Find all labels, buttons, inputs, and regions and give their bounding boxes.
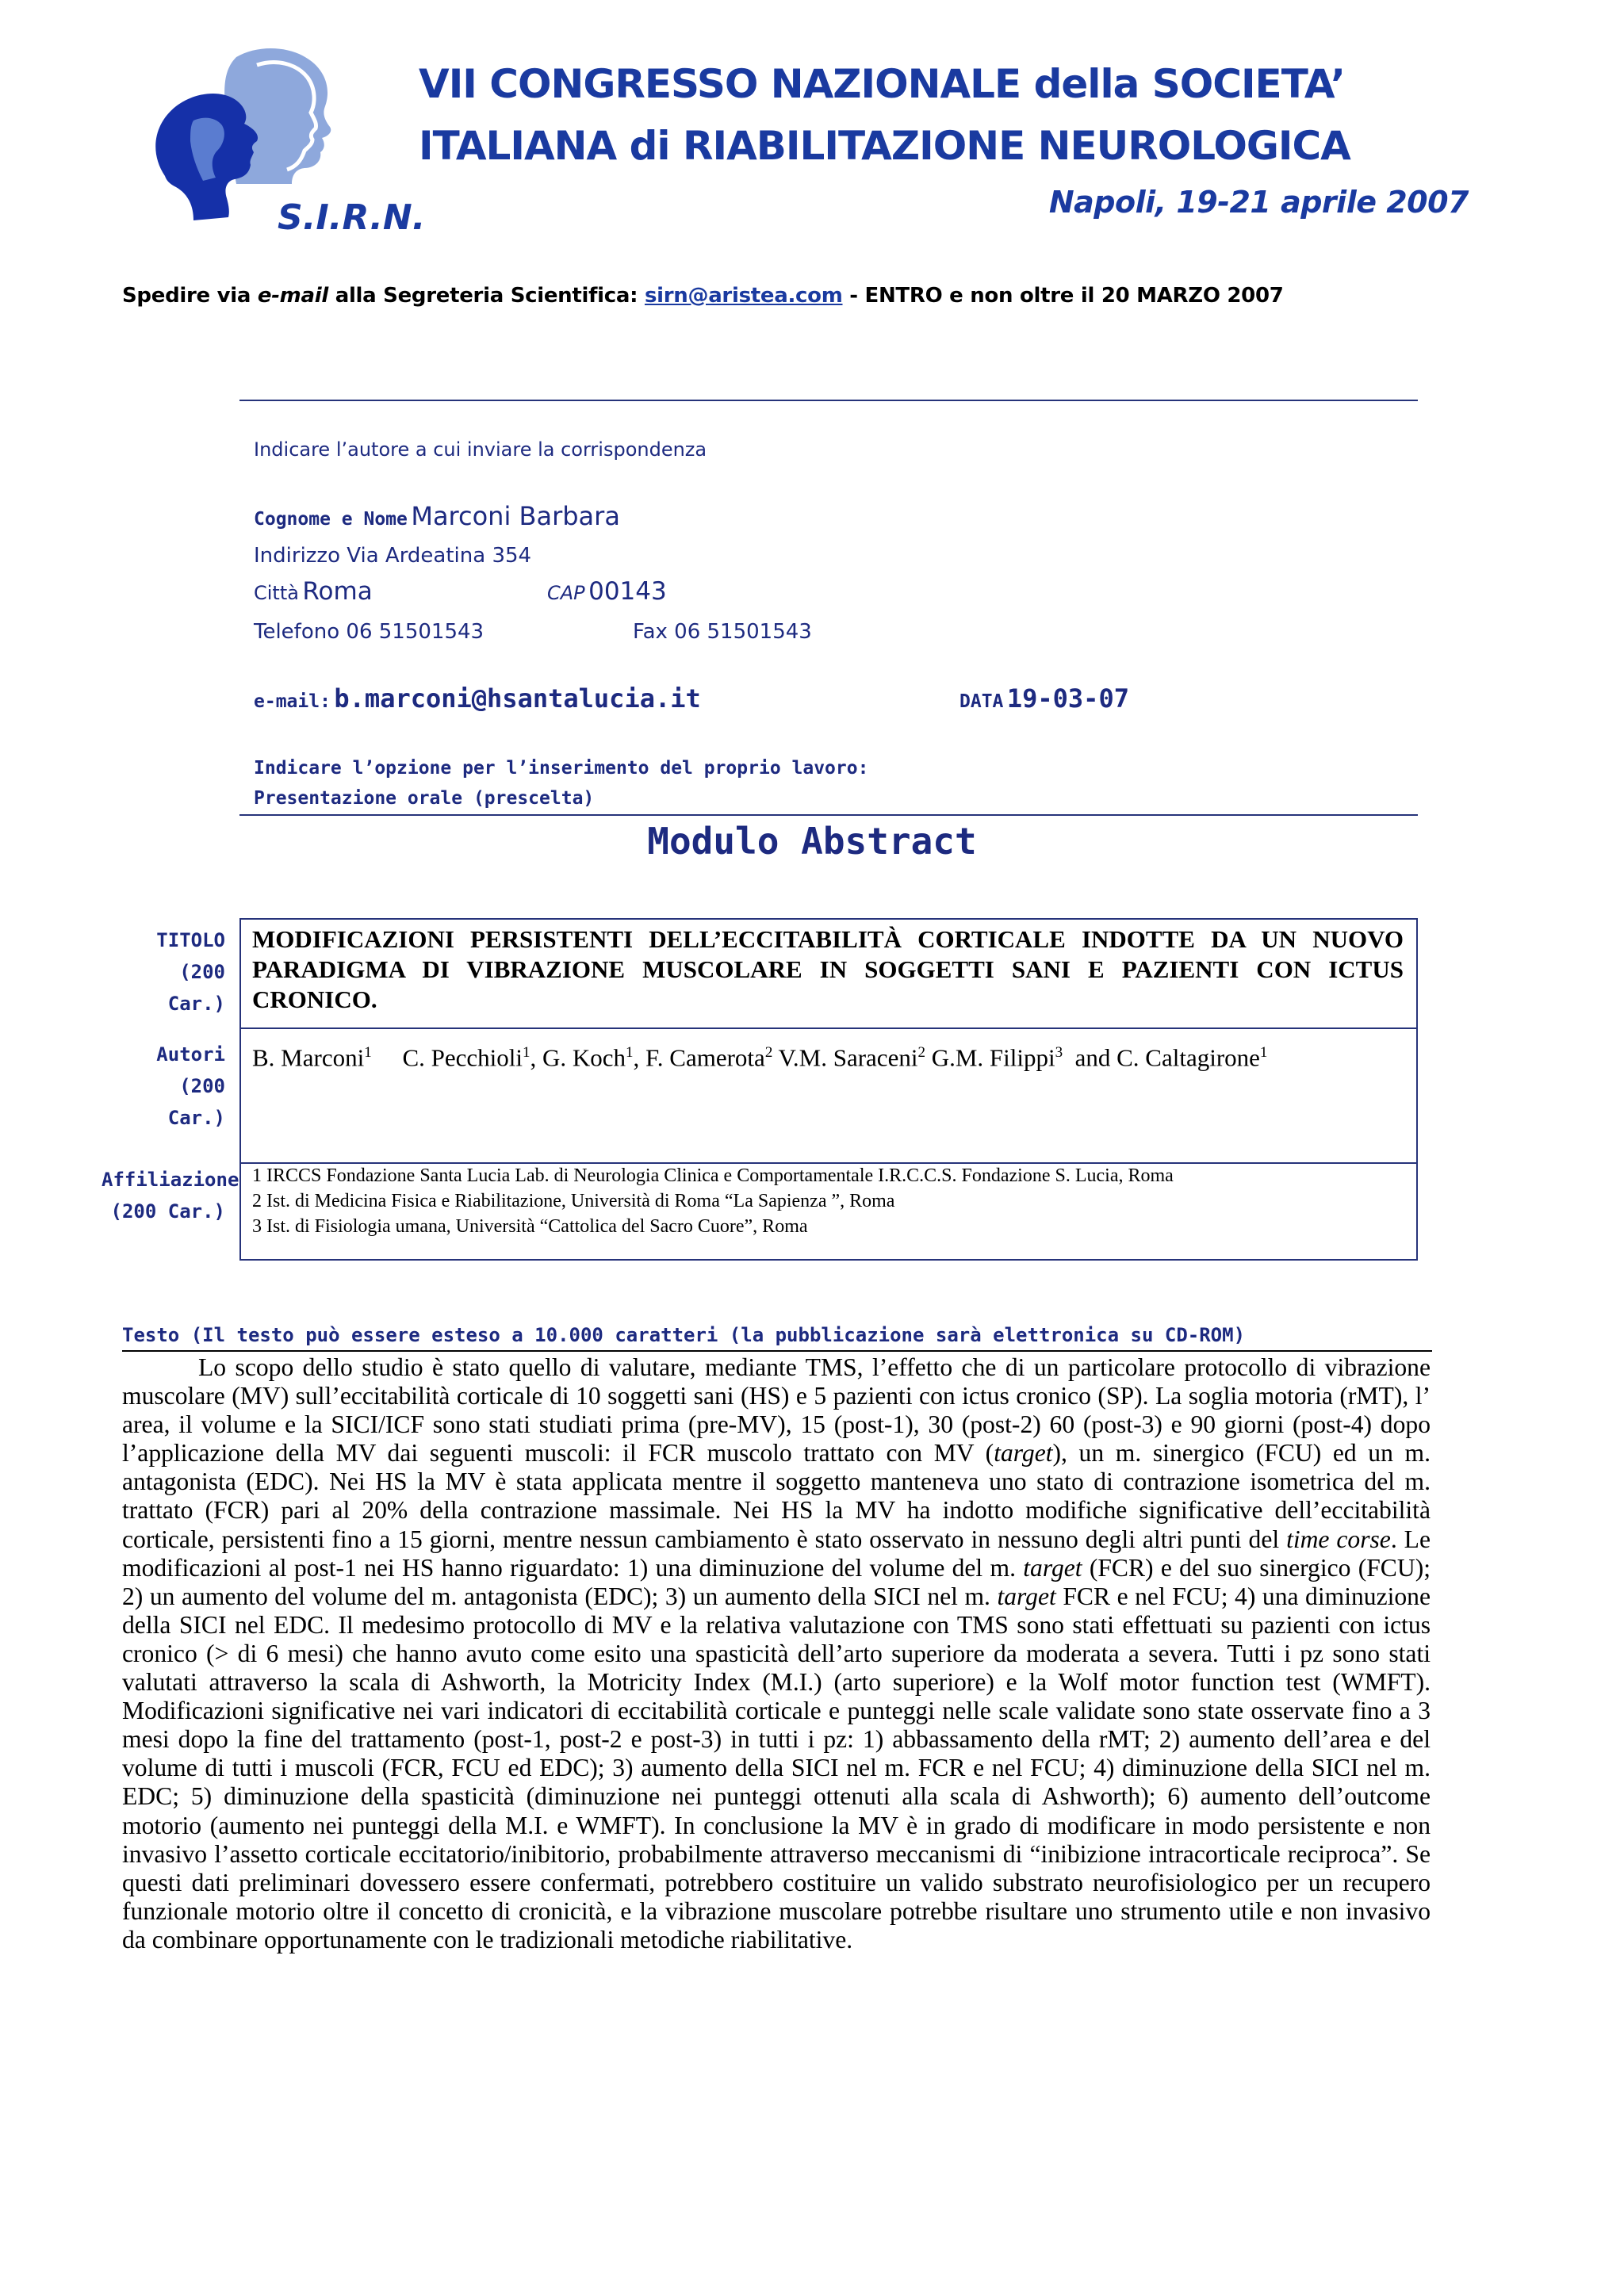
body-italic-target-2: target	[1023, 1553, 1082, 1582]
author-affiliation-number: 2	[764, 1044, 773, 1061]
name-row	[254, 501, 620, 531]
congress-title-line-1: VII CONGRESSO NAZIONALE della SOCIETA’	[419, 61, 1346, 107]
city-row	[254, 577, 373, 606]
author-affiliation-number: 1	[1259, 1044, 1268, 1061]
date-label: DATA	[959, 691, 1004, 712]
city-value: Roma	[302, 577, 373, 606]
author-name: B. Marconi	[252, 1043, 365, 1072]
congress-place-date: Napoli, 19-21 aprile 2007	[1048, 185, 1469, 220]
option-divider	[239, 814, 1418, 816]
abstract-body	[122, 1353, 1431, 1954]
affiliation-line-3: 3 Ist. di Fisiologia umana, Università “Cattolica del Sacro Cuore”, Roma	[252, 1216, 808, 1237]
author-separator: ,	[530, 1043, 542, 1072]
author-affiliation-number: 3	[1055, 1044, 1063, 1061]
date-value: 19-03-07	[1006, 683, 1129, 714]
author-separator: ,	[633, 1043, 646, 1072]
cap-row	[547, 577, 667, 606]
author-name: C. Caltagirone	[1116, 1043, 1260, 1072]
authors-list	[252, 1037, 1404, 1073]
titolo-limit: (200 Car.)	[167, 961, 225, 1015]
send-prefix: Spedire via	[122, 284, 258, 308]
send-deadline: - ENTRO e non oltre il 20 MARZO 2007	[842, 284, 1284, 308]
fax-label: Fax	[633, 620, 668, 644]
titolo-label-block	[117, 924, 225, 1020]
body-italic-target-3: target	[997, 1582, 1056, 1610]
email-label: e-mail:	[254, 691, 331, 712]
affiliazione-limit: (200 Car.)	[110, 1200, 225, 1223]
name-label: Cognome e Nome	[254, 509, 408, 530]
sirn-logo	[117, 41, 426, 239]
date-row	[959, 683, 1129, 714]
city-label: Città	[254, 582, 299, 604]
address-value: Via Ardeatina 354	[347, 544, 532, 568]
author-name: C. Pecchioli	[402, 1043, 523, 1072]
body-italic-time-corse: time corse	[1286, 1525, 1391, 1553]
form-title: Modulo Abstract	[647, 820, 977, 863]
cap-label: CAP	[547, 582, 585, 604]
send-email-word: e-mail	[257, 284, 328, 308]
sirn-logo-graphic	[117, 41, 426, 239]
author-affiliation-number: 1	[523, 1044, 530, 1061]
option-value: Presentazione orale (prescelta)	[254, 788, 595, 809]
author-separator: and	[1063, 1043, 1117, 1072]
author-separator	[772, 1043, 778, 1071]
author-name: V.M. Saraceni	[778, 1043, 918, 1072]
testo-divider	[122, 1350, 1432, 1352]
secretariat-email-link[interactable]: sirn@aristea.com	[644, 284, 843, 308]
titolo-label: TITOLO	[156, 929, 225, 951]
cap-value: 00143	[588, 577, 667, 606]
author-separator	[925, 1043, 932, 1071]
author-affiliation-number: 2	[917, 1044, 925, 1061]
author-affiliation-number: 1	[626, 1044, 634, 1061]
author-affiliation-number: 1	[364, 1044, 372, 1061]
send-instructions	[122, 284, 1284, 308]
body-part-3: . Le modificazioni al post-1 nei HS hanno riguardato: 1) una diminuzione del volume del m.	[122, 1525, 1431, 1582]
autori-limit: (200 Car.)	[167, 1075, 225, 1129]
fax-value: 06 51501543	[674, 620, 812, 644]
send-middle: alla Segreteria Scientifica:	[327, 284, 645, 308]
author-name: G.M. Filippi	[931, 1043, 1055, 1072]
top-divider	[239, 400, 1418, 401]
autori-label: Autori	[156, 1043, 225, 1066]
phone-value: 06 51501543	[346, 620, 485, 644]
affiliazione-label-block	[102, 1164, 239, 1227]
name-value: Marconi Barbara	[411, 501, 620, 531]
congress-title-line-2: ITALIANA di RIABILITAZIONE NEUROLOGICA	[419, 123, 1350, 169]
body-part-5: FCR e nel FCU; 4) una diminuzione della SICI nel EDC. Il medesimo protocollo di MV e la relativa valutazione con TMS sono stati effettuati su pazienti con ictus cronico (> di 6 mesi) che hanno avuto come esito una spasticità dell’arto superiore da moderata a severa. Tutti i pz sono stati valutati attraverso la scala di Ashworth, la Motricity Index (M.I.) (arto superiore) e la Wolf motor function test (WMFT). Modificazioni significative nei vari indicatori di eccitabilità corticale e punteggi nelle scale validate sono state osservate fino a 3 mesi dopo la fine del trattamento (post-1, post-2 e post-3) in tutti i pz: 1) abbassamento della rMT; 2) aumento dell’area e del volume di tutti i muscoli (FCR, FCU ed EDC); 3) aumento della SICI nel m. FCR e nel FCU; 4) diminuzione della SICI nel m. EDC; 5) diminuzione della spasticità (diminuzione nei punteggi ottenuti alla scala di Ashworth); 6) aumento dell’outcome motorio (aumento nei punteggi della M.I. e WMFT). In conclusione la MV è in grado di modificare in modo persistente e non invasivo l’assetto corticale eccitatorio/inibitorio, probabilmente attraverso meccanismi di “inibizione intracorticale reciproca”. Se questi dati preliminari dovessero essere confermati, potrebbero costituire un valido substrato neurofisiologico per un recupero funzionale motorio oltre il concetto di cronicità, e la vibrazione muscolare potrebbe risultare uno strumento utile e non invasivo da combinare opportunamente con le tradizionali metodiche riabilitative.	[122, 1582, 1431, 1954]
autori-label-block	[117, 1039, 225, 1134]
fax-row	[633, 620, 812, 644]
address-row	[254, 544, 531, 568]
body-part-1: Lo scopo dello studio è stato quello di valutare, mediante TMS, l’effetto che di un particolare protocollo di vibrazione muscolare (MV) sull’eccitabilità corticale di 10 soggetti sani (HS) e 5 pazienti con ictus cronico (SP). La soglia motoria (rMT), l’ area, il volume e la SICI/ICF sono stati studiati prima (pre-MV), 15 (post-1), 30 (post-2) 60 (post-3) e 90 giorni (post-4) dopo l’applicazione della MV dai seguenti muscoli: il FCR muscolo trattato con MV (	[122, 1353, 1431, 1468]
affiliazione-label: Affiliazione	[102, 1169, 239, 1191]
author-name: F. Camerota	[645, 1043, 765, 1072]
logo-text: S.I.R.N.	[278, 197, 426, 238]
email-value: b.marconi@hsantalucia.it	[334, 683, 701, 714]
affiliation-line-1: 1 IRCCS Fondazione Santa Lucia Lab. di Neurologia Clinica e Comportamentale I.R.C.C.S. Fondazione S. Lucia, Roma	[252, 1165, 1174, 1186]
body-italic-target-1: target	[994, 1439, 1053, 1468]
abstract-title: MODIFICAZIONI PERSISTENTI DELL’ECCITABILITÀ CORTICALE INDOTTE DA UN NUOVO PARADIGMA DI VIBRAZIONE MUSCOLARE IN SOGGETTI SANI E PAZIENTI CON ICTUS CRONICO.	[252, 925, 1404, 1013]
email-row	[254, 683, 701, 714]
phone-row	[254, 620, 484, 644]
option-label: Indicare l’opzione per l’inserimento del proprio lavoro:	[254, 758, 869, 779]
author-name: G. Koch	[542, 1043, 626, 1072]
correspondence-intro: Indicare l’autore a cui inviare la corrispondenza	[254, 438, 707, 461]
affiliation-line-2: 2 Ist. di Medicina Fisica e Riabilitazione, Università di Roma “La Sapienza ”, Roma	[252, 1191, 895, 1211]
testo-label: Testo (Il testo può essere esteso a 10.000 caratteri (la pubblicazione sarà elettronica su CD-ROM)	[122, 1324, 1246, 1346]
body-part-4: (FCR) e del suo sinergico (FCU); 2) un aumento del volume del m. antagonista (EDC); 3) un aumento della SICI nel m.	[122, 1553, 1431, 1610]
body-part-2: ), un m. sinergico (FCU) ed un m. antagonista (EDC). Nei HS la MV è stata applicata mentre il soggetto manteneva uno stato di contrazione isometrica del m. trattato (FCR) pari al 20% della contrazione massimale. Nei HS la MV ha indotto modifiche significative dell’eccitabilità corticale, persistenti fino a 15 giorni, mentre nessun cambiamento è stato osservato in nessuno degli altri punti del	[122, 1439, 1431, 1553]
phone-label: Telefono	[254, 620, 340, 644]
author-separator	[372, 1043, 403, 1071]
address-label: Indirizzo	[254, 544, 340, 568]
